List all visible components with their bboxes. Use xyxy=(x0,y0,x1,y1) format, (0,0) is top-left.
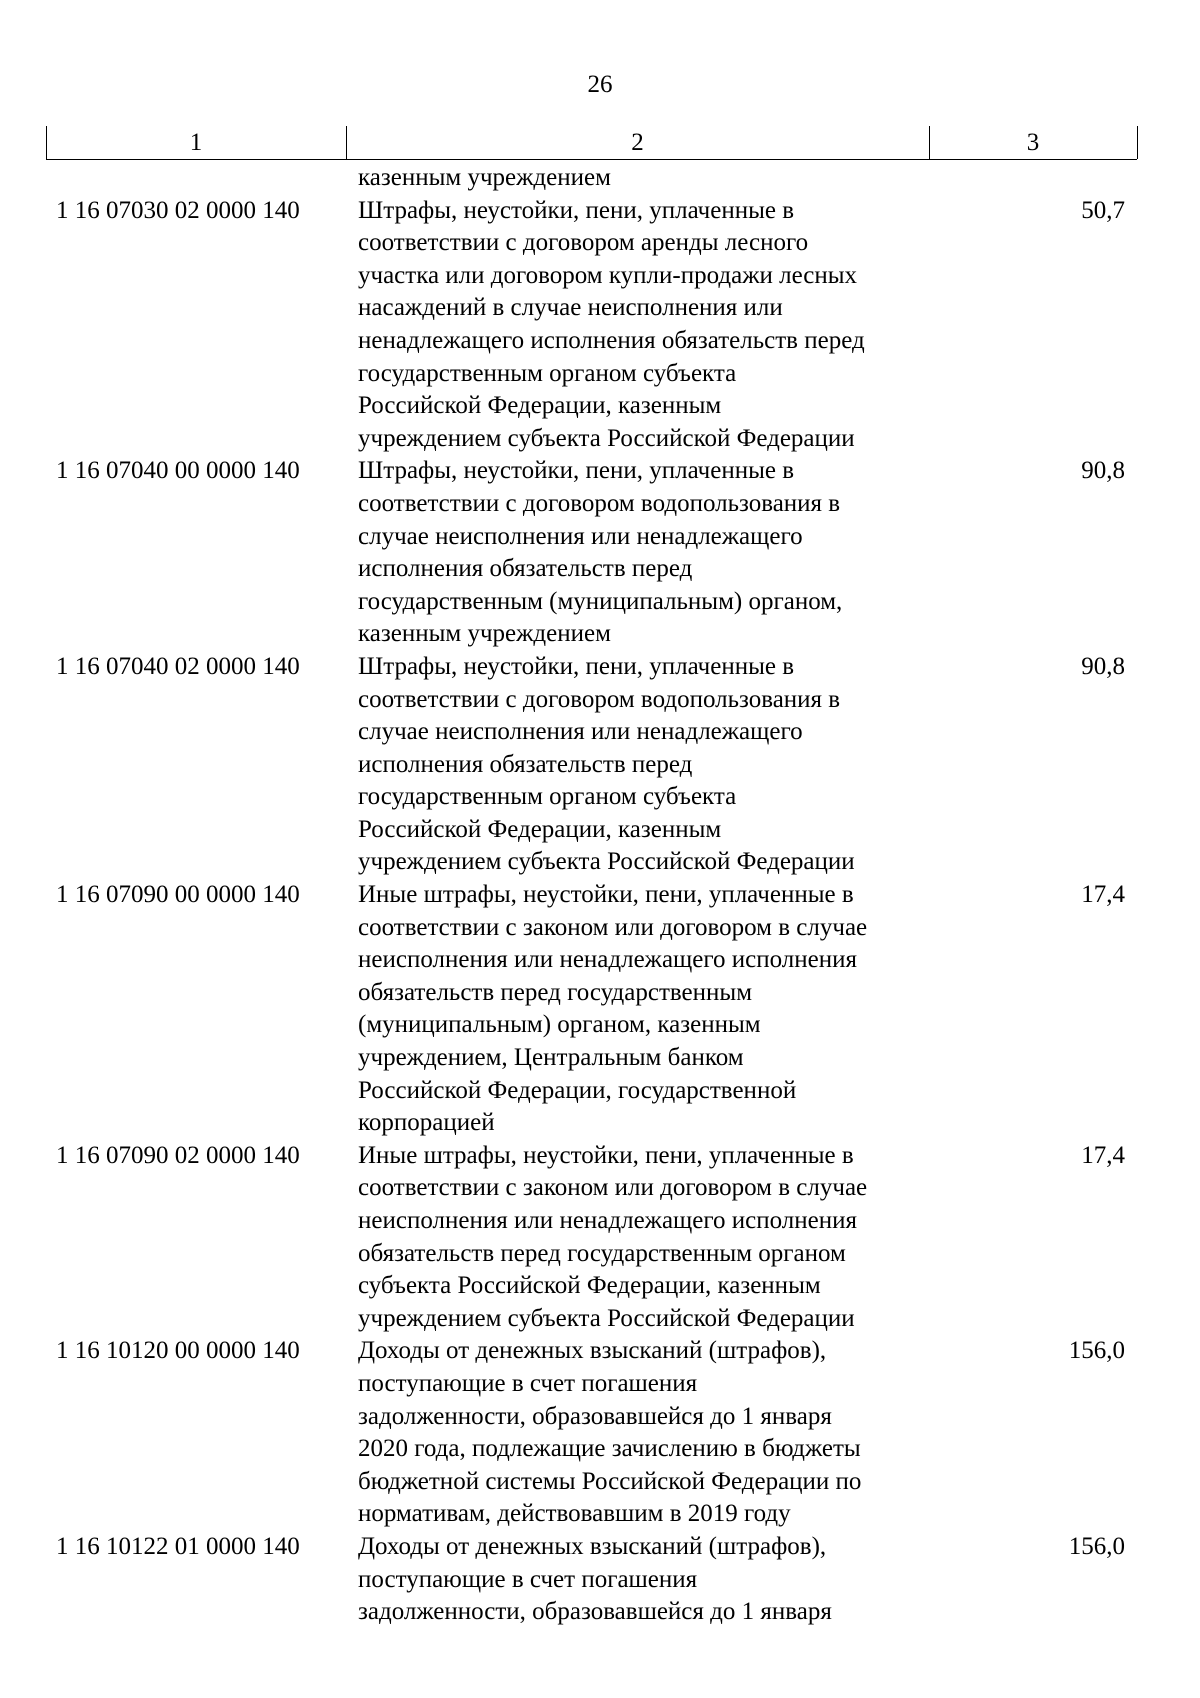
description-line: казенным учреждением xyxy=(358,620,611,648)
table-row xyxy=(46,455,1137,651)
budget-code-cell: 1 16 07040 02 0000 140 xyxy=(56,652,300,680)
description-line: (муниципальным) органом, казенным xyxy=(358,1011,761,1039)
description-line: учреждением субъекта Российской Федерации xyxy=(358,424,855,452)
description-line: поступающие в счет погашения xyxy=(358,1565,698,1593)
description-line: государственным (муниципальным) органом, xyxy=(358,587,843,615)
table-row xyxy=(46,1531,1137,1629)
description-line: соответствии с законом или договором в случае xyxy=(358,913,868,941)
amount-cell: 156,0 xyxy=(1068,1532,1125,1560)
description-cell xyxy=(346,651,929,879)
table-row xyxy=(46,1140,1137,1336)
description-cell xyxy=(346,879,929,1140)
description-line: Российской Федерации, государственной xyxy=(358,1076,797,1104)
description-cell xyxy=(346,1335,929,1531)
description-line: нормативам, действовавшим в 2019 году xyxy=(358,1500,791,1528)
description-line: Штрафы, неустойки, пени, уплаченные в xyxy=(358,457,795,485)
description-line: случае неисполнения или ненадлежащего xyxy=(358,718,803,746)
description-line: государственным органом субъекта xyxy=(358,359,737,387)
description-cell xyxy=(346,1531,929,1629)
budget-code-cell: 1 16 10120 00 0000 140 xyxy=(56,1337,300,1365)
table-row xyxy=(46,195,1137,456)
description-line: соответствии с договором водопользования в xyxy=(358,685,841,713)
amount-cell: 17,4 xyxy=(1081,1141,1125,1169)
description-line: Штрафы, неустойки, пени, уплаченные в xyxy=(358,652,795,680)
description-line: учреждением, Центральным банком xyxy=(358,1044,744,1072)
description-line: соответствии с договором водопользования в xyxy=(358,489,841,517)
amount-cell xyxy=(929,162,1137,195)
description-line: 2020 года, подлежащие зачислению в бюджеты xyxy=(358,1435,861,1463)
description-line: задолженности, образовавшейся до 1 января xyxy=(358,1598,832,1626)
description-line: исполнения обязательств перед xyxy=(358,555,693,583)
description-line: Российской Федерации, казенным xyxy=(358,392,722,420)
table-body xyxy=(46,162,1137,1629)
description-line: насаждений в случае неисполнения или xyxy=(358,294,783,322)
description-line: учреждением субъекта Российской Федерации xyxy=(358,1304,855,1332)
amount-cell: 90,8 xyxy=(1081,457,1125,485)
description-cell xyxy=(346,455,929,651)
description-line: Доходы от денежных взысканий (штрафов), xyxy=(358,1532,827,1560)
table-row xyxy=(46,879,1137,1140)
description-line: Доходы от денежных взысканий (штрафов), xyxy=(358,1337,827,1365)
description-line: соответствии с договором аренды лесного xyxy=(358,229,809,257)
table-header xyxy=(46,126,1137,160)
description-line: задолженности, образовавшейся до 1 января xyxy=(358,1402,832,1430)
budget-code-cell: 1 16 10122 01 0000 140 xyxy=(56,1532,300,1560)
budget-code-cell: 1 16 07040 00 0000 140 xyxy=(56,457,300,485)
description-line: участка или договором купли-продажи лесных xyxy=(358,261,858,289)
table-row xyxy=(46,162,1137,195)
description-line: Российской Федерации, казенным xyxy=(358,815,722,843)
description-line: бюджетной системы Российской Федерации по xyxy=(358,1467,862,1495)
description-line: корпорацией xyxy=(358,1109,495,1137)
description-line: неисполнения или ненадлежащего исполнения xyxy=(358,946,858,974)
description-line: ненадлежащего исполнения обязательств перед xyxy=(358,326,865,354)
description-line: случае неисполнения или ненадлежащего xyxy=(358,522,803,550)
budget-code-cell: 1 16 07090 00 0000 140 xyxy=(56,881,300,909)
description-line: Иные штрафы, неустойки, пени, уплаченные в xyxy=(358,1141,854,1169)
budget-code-cell: 1 16 07030 02 0000 140 xyxy=(56,196,300,224)
page-number: 26 xyxy=(587,71,613,98)
amount-cell: 50,7 xyxy=(1081,196,1125,224)
description-line: Иные штрафы, неустойки, пени, уплаченные в xyxy=(358,881,854,909)
description-cell xyxy=(346,195,929,456)
description-line: Штрафы, неустойки, пени, уплаченные в xyxy=(358,196,795,224)
description-line: обязательств перед государственным xyxy=(358,978,753,1006)
header-col-2: 2 xyxy=(631,129,644,156)
description-line: поступающие в счет погашения xyxy=(358,1369,698,1397)
table-row xyxy=(46,1335,1137,1531)
description-line: обязательств перед государственным органом xyxy=(358,1239,846,1267)
description-cell xyxy=(346,162,929,195)
description-line: неисполнения или ненадлежащего исполнения xyxy=(358,1207,858,1234)
budget-code-cell xyxy=(46,162,346,195)
amount-cell: 90,8 xyxy=(1081,652,1125,680)
description-line: субъекта Российской Федерации, казенным xyxy=(358,1272,821,1300)
header-border-right xyxy=(1137,126,1138,159)
amount-cell: 17,4 xyxy=(1081,881,1125,909)
header-col-3: 3 xyxy=(1026,129,1040,156)
description-cell xyxy=(346,1140,929,1336)
table-row xyxy=(46,651,1137,879)
description-line: государственным органом субъекта xyxy=(358,783,737,811)
description-line: исполнения обязательств перед xyxy=(358,750,693,778)
description-line: соответствии с законом или договором в случае xyxy=(358,1174,868,1202)
description-line: казенным учреждением xyxy=(358,164,611,191)
header-col-1: 1 xyxy=(189,129,203,156)
amount-cell: 156,0 xyxy=(1068,1337,1125,1365)
description-line: учреждением субъекта Российской Федерации xyxy=(358,848,855,876)
budget-code-cell: 1 16 07090 02 0000 140 xyxy=(56,1141,300,1169)
